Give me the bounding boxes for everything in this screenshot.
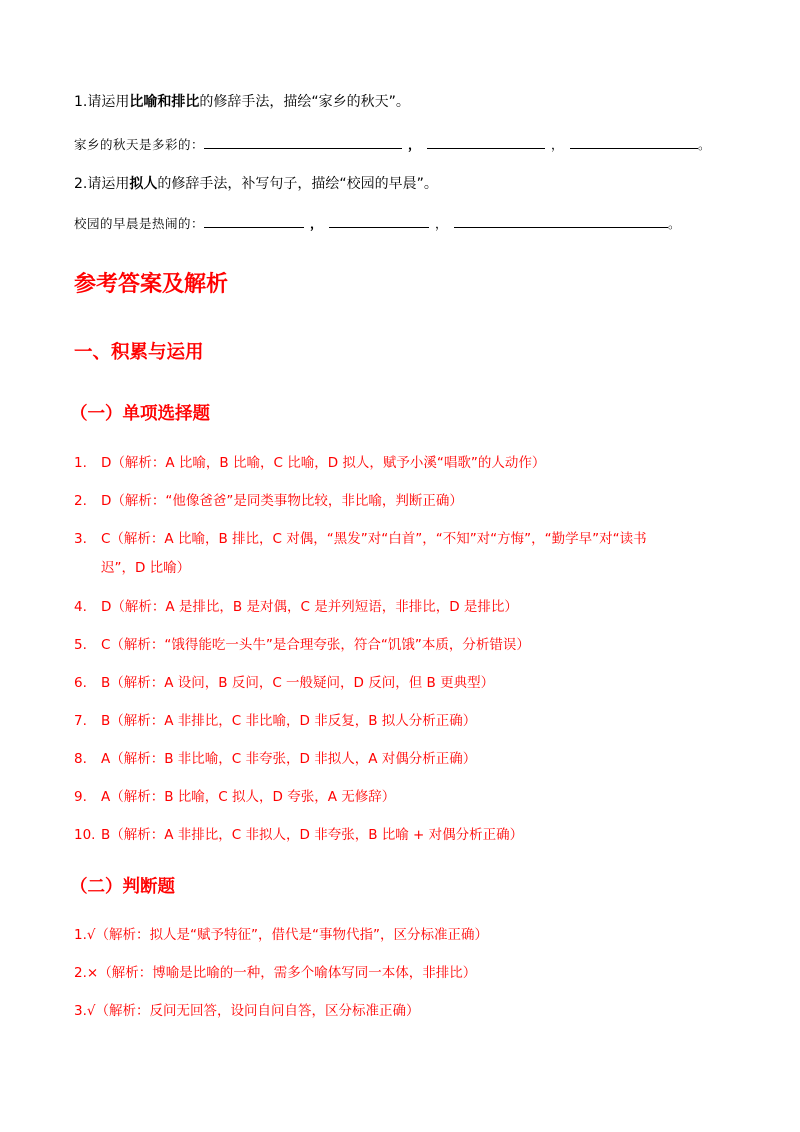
question-keyword: 比喻和排比 [129, 94, 200, 110]
answer-text: D（解析：A 是排比，B 是对偶，C 是并列短语，非排比，D 是排比） [101, 599, 518, 615]
question-number: 2. [74, 176, 88, 192]
answer-blank[interactable] [204, 215, 304, 228]
answer-text: （解析：拟人是“赋予特征”，借代是“事物代指”，区分标准正确） [95, 927, 488, 943]
answer-number: 4. [74, 599, 87, 615]
answer-number: 3. [74, 531, 87, 547]
comma: ， [435, 216, 449, 231]
answer-continuation: 迟”，D 比喻） [101, 560, 191, 576]
period: 。 [668, 216, 682, 231]
question-text: 的修辞手法，描绘“家乡的秋天”。 [199, 94, 410, 110]
section-heading: 一、积累与运用 [74, 342, 204, 363]
answer-blank[interactable] [427, 136, 545, 149]
comma: ， [408, 137, 422, 152]
answer-blank[interactable] [329, 215, 429, 228]
question-1 [74, 92, 410, 112]
answer-text: （解析：博喻是比喻的一种，需多个喻体写同一本体，非排比） [98, 965, 477, 981]
answer-item [74, 491, 463, 511]
answer-item [74, 787, 395, 807]
fill-line-2 [74, 215, 681, 233]
fill-lead: 校园的早晨是热闹的： [74, 216, 205, 231]
subsection-heading: （一）单项选择题 [70, 404, 210, 424]
answer-text: （解析：反问无回答，设问自问自答，区分标准正确） [95, 1003, 420, 1019]
answer-blank[interactable] [570, 136, 698, 149]
period: 。 [698, 137, 712, 152]
answer-item [74, 711, 476, 731]
answer-item [74, 673, 494, 693]
comma: ， [310, 216, 324, 231]
answer-number: 2.× [74, 965, 99, 981]
answer-text: B（解析：A 非排比，C 非拟人，D 非夸张，B 比喻 + 对偶分析正确） [101, 827, 524, 843]
fill-lead: 家乡的秋天是多彩的： [74, 137, 205, 152]
answer-number: 1.√ [74, 927, 96, 943]
answer-item [74, 529, 647, 549]
answer-item [74, 1001, 419, 1021]
answer-number: 3.√ [74, 1003, 96, 1019]
answer-text: B（解析：A 非排比，C 非比喻，D 非反复，B 拟人分析正确） [101, 713, 477, 729]
question-number: 1. [74, 94, 88, 110]
answer-text: A（解析：B 非比喻，C 非夸张，D 非拟人，A 对偶分析正确） [101, 751, 477, 767]
answer-item [74, 963, 476, 983]
answers-title: 参考答案及解析 [74, 272, 229, 297]
question-2 [74, 174, 438, 194]
answer-number: 7. [74, 713, 87, 729]
subsection-heading: （二）判断题 [70, 877, 175, 897]
question-text: 的修辞手法，补写句子，描绘“校园的早晨”。 [157, 176, 438, 192]
answer-text: D（解析：“他像爸爸”是同类事物比较，非比喻，判断正确） [101, 493, 463, 509]
fill-line-1 [74, 136, 711, 154]
comma: ， [551, 137, 565, 152]
answer-item [74, 825, 523, 845]
answer-item [74, 635, 530, 655]
answer-number: 8. [74, 751, 87, 767]
question-keyword: 拟人 [129, 176, 158, 192]
answer-text: A（解析：B 比喻，C 拟人，D 夸张，A 无修辞） [101, 789, 396, 805]
answer-blank[interactable] [204, 136, 402, 149]
answer-number: 2. [74, 493, 87, 509]
question-text: 请运用 [87, 94, 130, 110]
question-text: 请运用 [87, 176, 130, 192]
answer-item [74, 453, 545, 473]
answer-item [74, 597, 518, 617]
answer-number: 6. [74, 675, 87, 691]
answer-item [74, 925, 488, 945]
answer-number: 10. [74, 827, 96, 843]
answer-number: 5. [74, 637, 87, 653]
answer-item [74, 749, 476, 769]
answer-text: C（解析：“饿得能吃一头牛”是合理夸张，符合“饥饿”本质，分析错误） [101, 637, 530, 653]
answer-blank[interactable] [454, 215, 668, 228]
answer-number: 9. [74, 789, 87, 805]
answer-number: 1. [74, 455, 87, 471]
answer-text: D（解析：A 比喻，B 比喻，C 比喻，D 拟人，赋予小溪“唱歌”的人动作） [101, 455, 546, 471]
answer-text: B（解析：A 设问，B 反问，C 一般疑问，D 反问，但 B 更典型） [101, 675, 495, 691]
answer-text: C（解析：A 比喻，B 排比，C 对偶，“黑发”对“白首”，“不知”对“方悔”，“勤学早”对“读书 [101, 531, 647, 547]
